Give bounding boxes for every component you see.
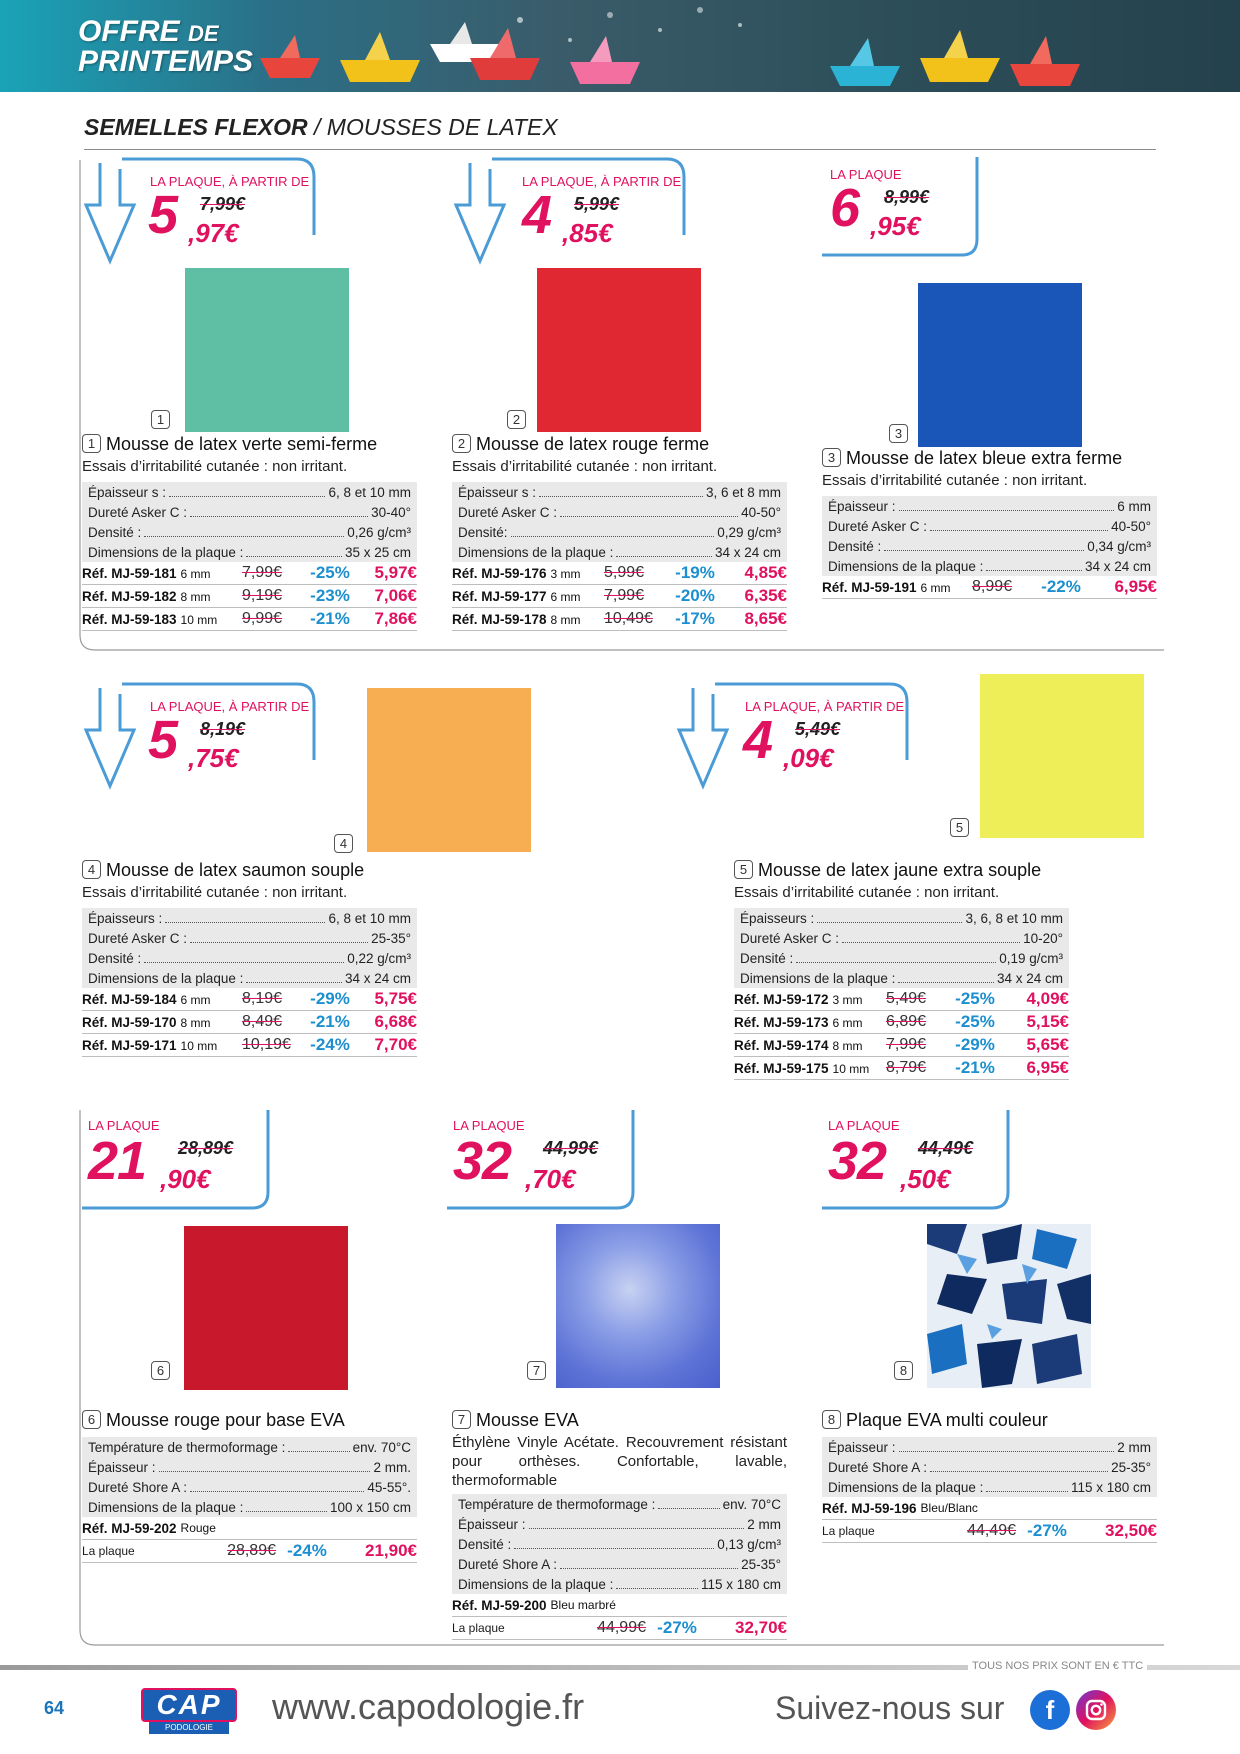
product-card-8 (822, 1410, 1157, 1543)
product-number-8: 8 (894, 1361, 913, 1380)
product-title-6: 6 Mousse rouge pour base EVA (82, 1410, 417, 1431)
price-line: La plaque 44,49€ -27% 32,50€ (822, 1520, 1157, 1543)
website-link[interactable]: www.capodologie.fr (272, 1686, 585, 1727)
specs-table-6: Température de thermoformage : env. 70°C Épaisseur : 2 mm. Dureté Shore A : 45-55°. Dimensions de la plaque : 100 x 150 cm (82, 1437, 417, 1517)
price-badge-6: LA PLAQUE 28,89€ 21 ,90€ (82, 1110, 332, 1205)
instagram-icon[interactable] (1076, 1690, 1116, 1730)
product-card-4: 4 Mousse de latex saumon souple Essais d’irritabilité cutanée : non irritant. Épaisseurs : 6, 8 et 10 mm Dureté Asker C : 25-35° Densité : 0,22 g/cm³ Dimensions de la plaque : 34 x 24 cm Réf. MJ-59-184 6 mm 8,19€ -29% 5,75€ Réf. MJ-59-170 8 mm 8,49€ -21% 6,68€ Réf. MJ-59-171 10 mm 10,19€ -24% 7,70€ (82, 860, 417, 1057)
product-swatch-3 (918, 283, 1082, 447)
specs-table-4: Épaisseurs : 6, 8 et 10 mm Dureté Asker C : 25-35° Densité : 0,22 g/cm³ Dimensions de la plaque : 34 x 24 cm (82, 908, 417, 988)
facebook-icon[interactable]: f (1030, 1690, 1070, 1730)
specs-table-1: Épaisseur s : 6, 8 et 10 mm Dureté Asker C : 30-40° Densité : 0,26 g/cm³ Dimensions de la plaque : 35 x 25 cm (82, 482, 417, 562)
ref-row: Réf. MJ-59-183 10 mm 9,99€ -21% 7,86€ (82, 608, 417, 631)
section-title: SEMELLES FLEXOR / MOUSSES DE LATEX (84, 114, 558, 140)
ref-row: Réf. MJ-59-182 8 mm 9,19€ -23% 7,06€ (82, 585, 417, 608)
ref-row: Réf. MJ-59-181 6 mm 7,99€ -25% 5,97€ (82, 562, 417, 585)
page-number: 64 (44, 1698, 65, 1718)
price-line: La plaque 44,99€ -27% 32,70€ (452, 1617, 787, 1640)
ref-row: Réf. MJ-59-184 6 mm 8,19€ -29% 5,75€ (82, 988, 417, 1011)
ref-row: Réf. MJ-59-175 10 mm 8,79€ -21% 6,95€ (734, 1057, 1069, 1080)
ref-row: Réf. MJ-59-171 10 mm 10,19€ -24% 7,70€ (82, 1034, 417, 1057)
product-title-1: 1 Mousse de latex verte semi-ferme (82, 434, 417, 455)
product-number-1: 1 (151, 410, 170, 429)
ref-row: Réf. MJ-59-170 8 mm 8,49€ -21% 6,68€ (82, 1011, 417, 1034)
ref-row: Réf. MJ-59-178 8 mm 10,49€ -17% 8,65€ (452, 608, 787, 631)
ref-line: Réf. MJ-59-196 Bleu/Blanc (822, 1497, 1157, 1520)
product-swatch-6 (184, 1226, 348, 1390)
product-number-4: 4 (334, 834, 353, 853)
ref-line: Réf. MJ-59-202 Rouge (82, 1517, 417, 1540)
price-line: La plaque 28,89€ -24% 21,90€ (82, 1540, 417, 1563)
product-swatch-2 (537, 268, 701, 432)
product-title-3: 3 Mousse de latex bleue extra ferme (822, 448, 1157, 469)
specs-table-7: Température de thermoformage : env. 70°C Épaisseur : 2 mm Densité : 0,13 g/cm³ Dureté Shore A : 25-35° Dimensions de la plaque : 115 x 180 cm (452, 1494, 787, 1594)
product-card-1: 1 Mousse de latex verte semi-ferme Essais d’irritabilité cutanée : non irritant. Épaisseur s : 6, 8 et 10 mm Dureté Asker C : 30-40° Densité : 0,26 g/cm³ Dimensions de la plaque : 35 x 25 cm Réf. MJ-59-181 6 mm 7,99€ -25% 5,97€ Réf. MJ-59-182 8 mm 9,19€ -23% 7,06€ Réf. MJ-59-183 10 mm 9,99€ -21% 7,86€ (82, 434, 417, 631)
paper-boats-image (240, 0, 1240, 92)
follow-text: Suivez-nous sur (775, 1690, 1005, 1726)
product-title-5: 5 Mousse de latex jaune extra souple (734, 860, 1069, 881)
product-swatch-8 (927, 1224, 1091, 1388)
specs-table-5: Épaisseurs : 3, 6, 8 et 10 mm Dureté Asker C : 10-20° Densité : 0,19 g/cm³ Dimensions de la plaque : 34 x 24 cm (734, 908, 1069, 988)
header-banner (0, 0, 1240, 92)
price-note: TOUS NOS PRIX SONT EN € TTC (968, 1660, 1147, 1672)
price-badge-3: LA PLAQUE 8,99€ 6 ,95€ (822, 157, 1072, 252)
product-swatch-4 (367, 688, 531, 852)
specs-table-2: Épaisseur s : 3, 6 et 8 mm Dureté Asker C : 40-50° Densité: 0,29 g/cm³ Dimensions de la plaque : 34 x 24 cm (452, 482, 787, 562)
product-card-2: 2 Mousse de latex rouge ferme Essais d’irritabilité cutanée : non irritant. Épaisseur s : 3, 6 et 8 mm Dureté Asker C : 40-50° Densité: 0,29 g/cm³ Dimensions de la plaque : 34 x 24 cm Réf. MJ-59-176 3 mm 5,99€ -19% 4,85€ Réf. MJ-59-177 6 mm 7,99€ -20% 6,35€ Réf. MJ-59-178 8 mm 10,49€ -17% 8,65€ (452, 434, 787, 631)
product-card-5: 5 Mousse de latex jaune extra souple Essais d’irritabilité cutanée : non irritant. Épaisseurs : 3, 6, 8 et 10 mm Dureté Asker C : 10-20° Densité : 0,19 g/cm³ Dimensions de la plaque : 34 x 24 cm Réf. MJ-59-172 3 mm 5,49€ -25% 4,09€ Réf. MJ-59-173 6 mm 6,89€ -25% 5,15€ Réf. MJ-59-174 8 mm 7,99€ -29% 5,65€ Réf. MJ-59-175 10 mm 8,79€ -21% 6,95€ (734, 860, 1069, 1080)
product-card-7: 7 Mousse EVA Éthylène Vinyle Acétate. Recouvrement résistant pour orthèses. Confortable, lavable, thermoformable Température de thermoformage : env. 70°C Épaisseur : 2 mm Densité : 0,13 g/cm³ Dureté Shore A : 25-35° Dimensions de la plaque : 115 x 180 cm Réf. MJ-59-200 Bleu marbré La plaque 44,99€ -27% 32,70€ (452, 1410, 787, 1640)
product-number-7: 7 (527, 1361, 546, 1380)
cap-logo[interactable]: CAP PODOLOGIE (141, 1688, 237, 1738)
price-badge-4: LA PLAQUE, À PARTIR DE 8,19€ 5 ,75€ (82, 682, 332, 777)
product-swatch-7 (556, 1224, 720, 1388)
price-badge-8: LA PLAQUE 44,49€ 32 ,50€ (822, 1110, 1072, 1205)
product-title-4: 4 Mousse de latex saumon souple (82, 860, 417, 881)
product-title-7: 7 Mousse EVA (452, 1410, 787, 1431)
ref-line: Réf. MJ-59-200 Bleu marbré (452, 1594, 787, 1617)
ref-row: Réf. MJ-59-191 6 mm 8,99€ -22% 6,95€ (822, 576, 1157, 599)
price-badge-7: LA PLAQUE 44,99€ 32 ,70€ (447, 1110, 697, 1205)
product-title-8: 8 Plaque EVA multi couleur (822, 1410, 1157, 1431)
product-number-5: 5 (950, 818, 969, 837)
product-number-6: 6 (151, 1361, 170, 1380)
price-badge-5: LA PLAQUE, À PARTIR DE 5,49€ 4 ,09€ (675, 682, 925, 777)
product-swatch-1 (185, 268, 349, 432)
product-swatch-5 (980, 674, 1144, 838)
specs-table-8: Épaisseur : 2 mm Dureté Shore A : 25-35° Dimensions de la plaque : 115 x 180 cm (822, 1437, 1157, 1497)
specs-table-3: Épaisseur : 6 mm Dureté Asker C : 40-50° Densité : 0,34 g/cm³ Dimensions de la plaque : 34 x 24 cm (822, 496, 1157, 576)
ref-row: Réf. MJ-59-174 8 mm 7,99€ -29% 5,65€ (734, 1034, 1069, 1057)
price-badge-2: LA PLAQUE, À PARTIR DE 5,99€ 4 ,85€ (452, 157, 702, 252)
ref-row: Réf. MJ-59-173 6 mm 6,89€ -25% 5,15€ (734, 1011, 1069, 1034)
product-number-2: 2 (507, 410, 526, 429)
ref-row: Réf. MJ-59-176 3 mm 5,99€ -19% 4,85€ (452, 562, 787, 585)
ref-row: Réf. MJ-59-172 3 mm 5,49€ -25% 4,09€ (734, 988, 1069, 1011)
product-title-2: 2 Mousse de latex rouge ferme (452, 434, 787, 455)
ref-row: Réf. MJ-59-177 6 mm 7,99€ -20% 6,35€ (452, 585, 787, 608)
product-card-6 (82, 1410, 417, 1563)
product-card-3: 3 Mousse de latex bleue extra ferme Essais d’irritabilité cutanée : non irritant. Épaisseur : 6 mm Dureté Asker C : 40-50° Densité : 0,34 g/cm³ Dimensions de la plaque : 34 x 24 cm Réf. MJ-59-191 6 mm 8,99€ -22% 6,95€ (822, 448, 1157, 599)
product-number-3: 3 (889, 424, 908, 443)
banner-title: OFFRE DE PRINTEMPS (78, 15, 254, 78)
price-badge-1: LA PLAQUE, À PARTIR DE 7,99€ 5 ,97€ (82, 157, 332, 252)
